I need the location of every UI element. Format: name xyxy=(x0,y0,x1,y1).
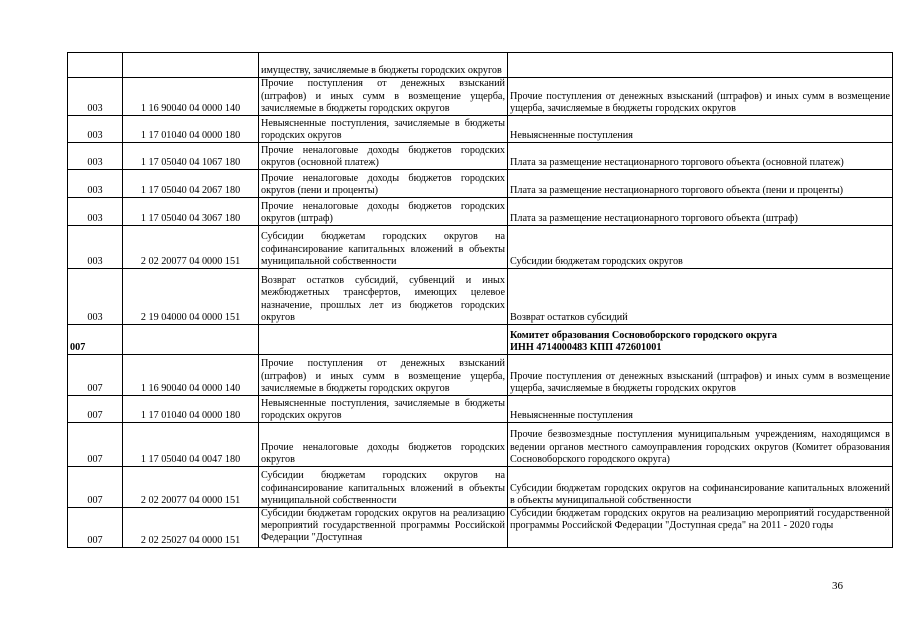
income-description-cell xyxy=(508,508,893,548)
kbk-code-cell-text: 1 17 05040 04 1067 180 xyxy=(140,156,241,168)
income-description-cell-text: Возврат остатков субсидий xyxy=(510,311,628,323)
income-description-cell-text: Плата за размещение нестационарного торгового объекта (основной платеж) xyxy=(510,156,844,168)
table-row xyxy=(68,355,893,396)
admin-code-cell xyxy=(68,226,123,269)
income-name-cell xyxy=(259,355,508,396)
kbk-code-cell xyxy=(123,116,259,143)
admin-code-cell-text: 007 xyxy=(70,341,86,353)
admin-code-cell-text: 003 xyxy=(87,102,103,114)
table-row xyxy=(68,53,893,78)
income-description-cell xyxy=(508,325,893,355)
admin-code-cell-text: 007 xyxy=(87,382,103,394)
kbk-code-cell-text: 1 17 01040 04 0000 180 xyxy=(140,129,241,141)
admin-code-cell xyxy=(68,467,123,508)
kbk-code-cell xyxy=(123,508,259,548)
income-name-cell xyxy=(259,269,508,325)
income-name-cell-text: Прочие поступления от денежных взысканий (штрафов) и иных сумм в возмещение ущерба, зачисляемые в бюджеты городских округов xyxy=(261,78,505,114)
admin-code-cell xyxy=(68,53,123,78)
income-description-cell xyxy=(508,198,893,226)
table-row xyxy=(68,170,893,198)
income-description-cell-text: Прочие безвозмездные поступления муниципальным учреждениям, находящимся в ведении органов местного самоуправления городских округов (Комитет образования Сосновоборского городского округа) xyxy=(510,429,890,465)
admin-code-cell xyxy=(68,269,123,325)
kbk-code-cell xyxy=(123,269,259,325)
income-name-cell xyxy=(259,198,508,226)
income-description-cell xyxy=(508,143,893,170)
kbk-code-cell xyxy=(123,396,259,423)
income-description-cell xyxy=(508,116,893,143)
income-description-cell-text: Плата за размещение нестационарного торгового объекта (штраф) xyxy=(510,212,798,224)
income-name-cell-text: Субсидии бюджетам городских округов на реализацию мероприятий государственной программы Российской Федерации "Доступная xyxy=(261,508,505,544)
income-description-cell xyxy=(508,226,893,269)
table-row xyxy=(68,226,893,269)
kbk-code-cell xyxy=(123,226,259,269)
income-description-cell-text: Субсидии бюджетам городских округов на софинансирование капитальных вложений в объекты муниципальной собственности xyxy=(510,482,890,506)
income-name-cell-text: Возврат остатков субсидий, субвенций и иных межбюджетных трансфертов, имеющих целевое назначение, прошлых лет из бюджетов городских округов xyxy=(261,275,505,323)
admin-code-cell-text: 003 xyxy=(87,255,103,267)
inn-kpp-text: ИНН 4714000483 КПП 472601001 xyxy=(510,341,662,353)
income-description-cell-text: Плата за размещение нестационарного торгового объекта (пени и проценты) xyxy=(510,184,844,196)
admin-code-cell xyxy=(68,143,123,170)
table-row xyxy=(68,78,893,116)
page-number: 36 xyxy=(832,580,843,592)
income-name-cell xyxy=(259,396,508,423)
admin-code-cell-text: 003 xyxy=(87,311,103,323)
admin-code-cell xyxy=(68,325,123,355)
income-description-cell-text: Прочие поступления от денежных взысканий (штрафов) и иных сумм в возмещение ущерба, зачисляемые в бюджеты городских округов xyxy=(510,370,890,394)
admin-code-cell-text: 007 xyxy=(87,534,103,546)
income-description-cell-text: Субсидии бюджетам городских округов на реализацию мероприятий государственной программы Российской Федерации "Доступная среда" на 2011 - 2020 годы xyxy=(510,508,890,532)
admin-code-cell xyxy=(68,355,123,396)
kbk-code-cell-text: 1 17 01040 04 0000 180 xyxy=(140,409,241,421)
income-description-cell xyxy=(508,170,893,198)
admin-code-cell-text: 003 xyxy=(87,156,103,168)
income-description-cell-text: Комитет образования Сосновоборского городского округа xyxy=(510,329,777,341)
admin-code-cell-text: 003 xyxy=(87,184,103,196)
income-name-cell xyxy=(259,143,508,170)
kbk-code-cell-text: 1 17 05040 04 2067 180 xyxy=(140,184,241,196)
kbk-code-cell-text: 2 02 20077 04 0000 151 xyxy=(140,255,241,267)
kbk-code-cell xyxy=(123,467,259,508)
table-row xyxy=(68,325,893,355)
admin-code-cell xyxy=(68,396,123,423)
table-row xyxy=(68,396,893,423)
income-description-cell xyxy=(508,78,893,116)
table-row xyxy=(68,423,893,467)
admin-code-cell xyxy=(68,116,123,143)
table-row xyxy=(68,508,893,548)
admin-code-cell-text: 007 xyxy=(87,494,103,506)
budget-codes-table xyxy=(67,52,893,548)
income-name-cell-text: Прочие неналоговые доходы бюджетов городских округов (пени и проценты) xyxy=(261,172,505,196)
kbk-code-cell-text: 1 16 90040 04 0000 140 xyxy=(140,382,241,394)
income-description-cell xyxy=(508,396,893,423)
income-name-cell-text: имуществу, зачисляемые в бюджеты городских округов xyxy=(261,64,502,76)
table-row xyxy=(68,198,893,226)
income-description-cell-text: Невыясненные поступления xyxy=(510,129,633,141)
income-description-cell-text: Невыясненные поступления xyxy=(510,409,633,421)
admin-code-cell xyxy=(68,198,123,226)
income-name-cell-text: Прочие неналоговые доходы бюджетов городских округов xyxy=(261,441,505,465)
income-description-cell-text: Прочие поступления от денежных взысканий (штрафов) и иных сумм в возмещение ущерба, зачисляемые в бюджеты городских округов xyxy=(510,90,890,114)
kbk-code-cell-text: 2 02 25027 04 0000 151 xyxy=(140,534,241,546)
income-name-cell xyxy=(259,170,508,198)
table-row xyxy=(68,467,893,508)
income-name-cell xyxy=(259,78,508,116)
income-name-cell-text: Прочие поступления от денежных взысканий (штрафов) и иных сумм в возмещение ущерба, зачисляемые в бюджеты городских округов xyxy=(261,358,505,394)
kbk-code-cell xyxy=(123,170,259,198)
table-row xyxy=(68,143,893,170)
kbk-code-cell xyxy=(123,143,259,170)
admin-code-cell xyxy=(68,423,123,467)
admin-code-cell-text: 003 xyxy=(87,212,103,224)
income-name-cell-text: Невыясненные поступления, зачисляемые в бюджеты городских округов xyxy=(261,397,505,421)
kbk-code-cell xyxy=(123,198,259,226)
income-description-cell xyxy=(508,423,893,467)
kbk-code-cell-text: 1 16 90040 04 0000 140 xyxy=(140,102,241,114)
admin-code-cell-text: 007 xyxy=(87,453,103,465)
kbk-code-cell-text: 2 19 04000 04 0000 151 xyxy=(140,311,241,323)
kbk-code-cell-text: 1 17 05040 04 0047 180 xyxy=(140,453,241,465)
income-name-cell xyxy=(259,53,508,78)
income-name-cell-text: Субсидии бюджетам городских округов на софинансирование капитальных вложений в объекты муниципальной собственности xyxy=(261,231,505,267)
admin-code-cell-text: 007 xyxy=(87,409,103,421)
income-name-cell xyxy=(259,226,508,269)
income-name-cell xyxy=(259,467,508,508)
income-name-cell-text: Невыясненные поступления, зачисляемые в бюджеты городских округов xyxy=(261,117,505,141)
kbk-code-cell xyxy=(123,53,259,78)
admin-code-cell-text: 003 xyxy=(87,129,103,141)
income-name-cell-text: Прочие неналоговые доходы бюджетов городских округов (основной платеж) xyxy=(261,144,505,168)
table-row xyxy=(68,269,893,325)
kbk-code-cell xyxy=(123,355,259,396)
kbk-code-cell-text: 1 17 05040 04 3067 180 xyxy=(140,212,241,224)
kbk-code-cell xyxy=(123,325,259,355)
income-name-cell-text: Прочие неналоговые доходы бюджетов городских округов (штраф) xyxy=(261,200,505,224)
admin-code-cell xyxy=(68,170,123,198)
income-name-cell-text: Субсидии бюджетам городских округов на софинансирование капитальных вложений в объекты муниципальной собственности xyxy=(261,470,505,506)
income-description-cell xyxy=(508,467,893,508)
income-name-cell xyxy=(259,508,508,548)
income-name-cell xyxy=(259,116,508,143)
kbk-code-cell xyxy=(123,423,259,467)
kbk-code-cell-text: 2 02 20077 04 0000 151 xyxy=(140,494,241,506)
income-description-cell xyxy=(508,53,893,78)
income-name-cell xyxy=(259,423,508,467)
income-description-cell xyxy=(508,269,893,325)
kbk-code-cell xyxy=(123,78,259,116)
income-name-cell xyxy=(259,325,508,355)
income-description-cell xyxy=(508,355,893,396)
income-description-cell-text: Субсидии бюджетам городских округов xyxy=(510,255,683,267)
admin-code-cell xyxy=(68,78,123,116)
admin-code-cell xyxy=(68,508,123,548)
table-row xyxy=(68,116,893,143)
